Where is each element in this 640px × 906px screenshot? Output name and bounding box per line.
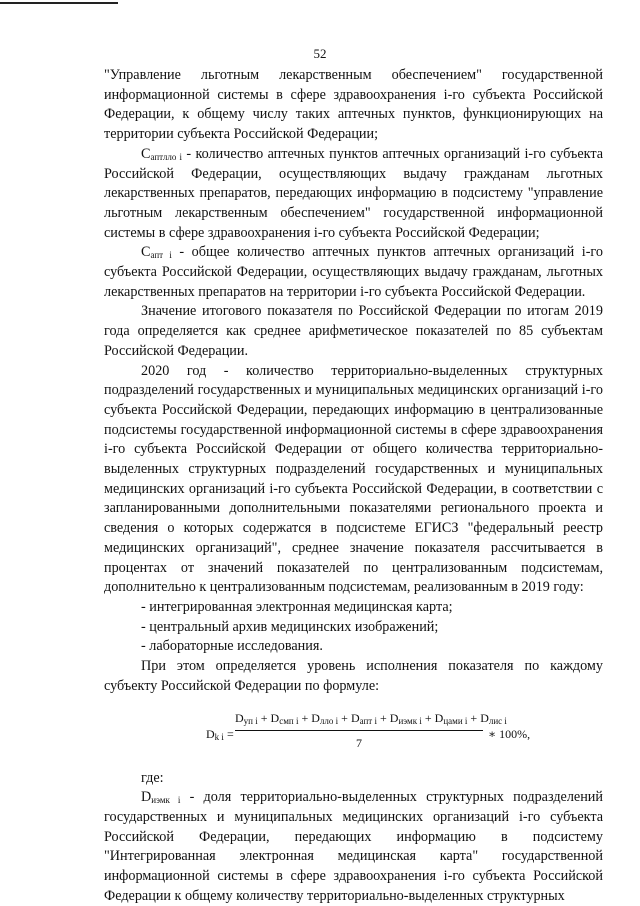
top-rule bbox=[0, 2, 118, 4]
paragraph-3-text: - общее количество аптечных пунктов аптечных организаций i-го субъекта Российской Федерации, осуществляющих выдачу гражданам, льготных лекарственных препаратов на территории i-го субъекта Российской Федерации. bbox=[104, 244, 603, 300]
formula-term: $D_{цами i}$ bbox=[434, 710, 468, 726]
formula-term: $D_{лло i}$ bbox=[311, 710, 339, 726]
paragraph-3 bbox=[104, 243, 603, 302]
symbol-subscript: апт i bbox=[150, 250, 172, 261]
plus-sign: + bbox=[341, 710, 348, 725]
paragraph-4: Значение итогового показателя по Российской Федерации по итогам 2019 года определяется как среднее арифметическое показателей по 85 субъектам Российской Федерации. bbox=[104, 303, 603, 359]
formula-numerator bbox=[235, 709, 507, 732]
formula-term: $D_{лис i}$ bbox=[480, 710, 507, 726]
page-number: 52 bbox=[313, 46, 327, 61]
list-item: - интегрированная электронная медицинская карта; bbox=[141, 598, 453, 615]
paragraph-2-text: - количество аптечных пунктов аптечных организаций i-го субъекта Российской Федерации, осуществляющих выдачу гражданам льготных лекарственных препаратов, передающих информацию в подсистему "управление льготным лекарственным обеспечением" государственной информационной системы в сфере здравоохранения i-го субъекта Российской Федерации; bbox=[104, 145, 603, 241]
formula-term: $D_{уп i}$ bbox=[235, 710, 258, 726]
plus-sign: + bbox=[301, 710, 309, 725]
symbol-c: С bbox=[141, 244, 151, 261]
paragraph-2 bbox=[104, 145, 603, 244]
plus-sign: + bbox=[380, 710, 387, 725]
plus-sign: + bbox=[260, 710, 268, 725]
paragraph-1: "Управление льготным лекарственным обеспечением" государственной информационной системы в сфере здравоохранения i-го субъекта Российской Федерации, к общему числу таких аптечных пунктов, функционирующих на территории субъекта Российской Федерации; bbox=[104, 67, 603, 143]
document-body bbox=[104, 66, 603, 906]
formula-lhs: $D_{k i}$ = bbox=[206, 726, 234, 742]
plus-sign: + bbox=[470, 710, 478, 725]
plus-sign: + bbox=[424, 710, 432, 725]
formula-term: $D_{апт i}$ bbox=[350, 710, 377, 726]
paragraph-5: 2020 год - количество территориально-выделенных структурных подразделений государственных и муниципальных медицинских организаций i-го субъекта Российской Федерации, передающих информацию в централизованные подсистемы государственной информационной системы в сфере здравоохранения i-го субъекта Российской Федерации от общего количества территориально-выделенных структурных подразделений государственных и муниципальных медицинских организаций i-го субъекта Российской Федерации, в соответствии с запланированными дополнительными показателями регионального проекта и сведения о которых содержатся в подсистеме ЕГИСЗ "федеральный реестр медицинских организаций", среднее значение показателя рассчитывается в процентах от значений показателей по централизованным подсистемам, дополнительно к централизованным подсистемам, реализованным в 2019 году: bbox=[104, 362, 603, 596]
paragraph-6: При этом определяется уровень исполнения показателя по каждому субъекту Российской Федерации по формуле: bbox=[104, 658, 603, 694]
symbol-subscript: иэмк i bbox=[151, 795, 181, 806]
formula-multiplier: ∗ 100%, bbox=[488, 726, 531, 741]
formula-term: $D_{смп i}$ bbox=[270, 710, 299, 726]
list-item: - лабораторные исследования. bbox=[141, 638, 323, 655]
formula-fraction bbox=[235, 709, 507, 754]
formula-term: $D_{иэмк i}$ bbox=[389, 710, 422, 726]
paragraph-7-text: - доля территориально-выделенных структурных подразделений государственных и муниципальных медицинских организаций i-го субъекта Российской Федерации, передающих информацию в подсистему "Интегрированная электронная медицинская карта" государственной информационной системы в сфере здравоохранения i-го субъекта Российской Федерации к общему количеству территориально-выделенных структурных bbox=[104, 789, 603, 904]
formula bbox=[104, 705, 603, 765]
paragraph-7 bbox=[104, 788, 603, 906]
list-item: - центральный архив медицинских изображений; bbox=[141, 618, 439, 635]
symbol-c: С bbox=[141, 145, 151, 162]
symbol-subscript: аптлло i bbox=[150, 151, 182, 162]
symbol-d: D bbox=[141, 789, 152, 806]
formula-denominator: 7 bbox=[356, 736, 362, 751]
where-label: где: bbox=[141, 769, 164, 786]
